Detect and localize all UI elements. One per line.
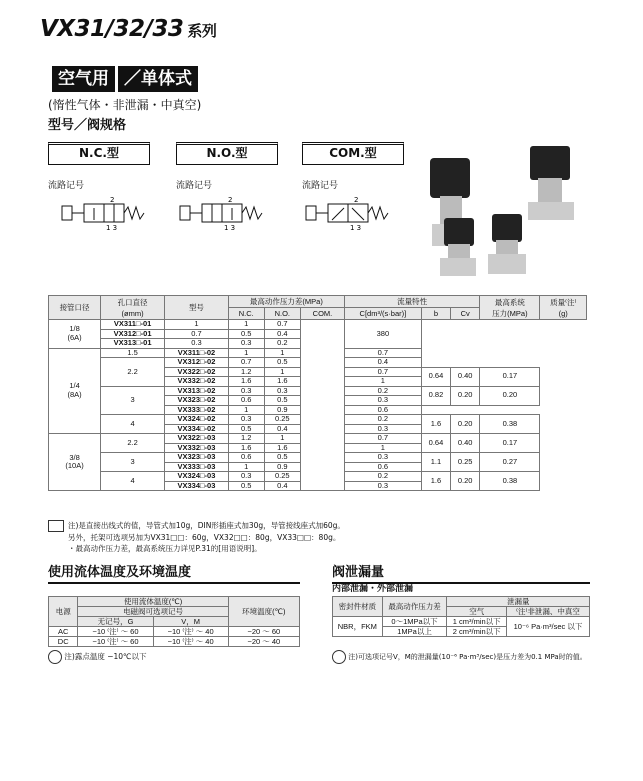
table-cell: 0.20 — [451, 386, 480, 405]
col-no: N.O. — [264, 308, 300, 320]
table-cell: 0.6 — [228, 396, 264, 406]
table-cell: 0.17 — [480, 434, 540, 453]
table-cell: 0.20 — [451, 415, 480, 434]
table-cell: 1.5 — [101, 348, 165, 358]
symbol-label: 流路记号 — [48, 181, 85, 191]
table-row: NBR，FKM 0～1MPa以下 1 cm³/min以下 10⁻⁶ Pa·m³/sec 以下 — [333, 617, 590, 627]
table-cell: VX334□-02 — [165, 424, 229, 434]
table-cell: 0.3 — [344, 424, 421, 434]
table-cell: VX323□-03 — [165, 453, 229, 463]
table-row: 1MPa以上 2 cm³/min以下 — [333, 627, 590, 637]
table-cell: 0.3 — [344, 453, 421, 463]
table-cell: 0.3 — [344, 481, 421, 491]
table-cell: 0.64 — [421, 367, 450, 386]
book-icon — [48, 520, 64, 532]
svg-text:2: 2 — [354, 196, 359, 204]
table-cell: 1.1 — [421, 453, 450, 472]
table-cell: 0.3 — [264, 386, 300, 396]
leak-title: 阀泄漏量 — [332, 561, 590, 584]
table-cell: 0.6 — [228, 453, 264, 463]
valve-symbol-com — [304, 196, 394, 232]
table-cell: 0.3 — [228, 415, 264, 425]
col-orifice: 孔口直径 (ømm) — [101, 296, 165, 320]
spec-notes: 注)是直接出线式的值，导管式加10g，DIN形插座式加30g，导管接线座式加60g。 另外，托架可选项另加为VX31□□：60g，VX32□□：80g，VX33□□：80g。 ・最高动作压力差，最高系统压力详见P.31的[用语说明]。 — [48, 520, 588, 554]
table-cell: 0.7 — [344, 434, 421, 444]
col-model: 型号 — [165, 296, 229, 320]
table-cell: 1 — [228, 320, 264, 330]
svg-text:2: 2 — [110, 196, 115, 204]
col-ambient: 环境温度(℃) — [228, 597, 299, 627]
magnifier-icon — [332, 650, 346, 664]
table-cell: VX332□-02 — [165, 377, 229, 387]
table-cell: 0.25 — [264, 415, 300, 425]
table-cell: 1/4 (8A) — [49, 348, 101, 434]
temp-title: 使用流体温度及环境温度 — [48, 561, 300, 584]
col-air: 空气 — [447, 607, 507, 617]
col-seal: 密封件材质 — [333, 597, 383, 617]
leak-note: 注)可选项记号V，M的泄漏量(10⁻⁶ Pa·m³/sec)是压力差为0.1 MPa时的值。 — [332, 650, 590, 664]
table-cell: 0.27 — [480, 453, 540, 472]
table-cell: 0.5 — [228, 481, 264, 491]
table-cell: 0.5 — [264, 358, 300, 368]
col-c: C[dm³/(s·bar)] — [344, 308, 421, 320]
series-title: VX31/32/33 系列 — [40, 16, 217, 42]
table-cell: VX322□-02 — [165, 367, 229, 377]
table-cell: 0.4 — [264, 481, 300, 491]
temp-table — [48, 596, 300, 647]
table-cell: 4 — [101, 415, 165, 434]
table-cell: 0.25 — [264, 472, 300, 482]
magnifier-icon — [48, 650, 62, 664]
table-cell: 1 — [344, 377, 421, 387]
col-maxp: 最高系统 压力(MPa) — [480, 296, 540, 320]
type-nc: N.C.型 — [48, 142, 150, 165]
table-cell: 1 — [264, 367, 300, 377]
table-cell: VX312□-02 — [165, 358, 229, 368]
table-cell: 1.2 — [228, 434, 264, 444]
table-cell: VX322□-03 — [165, 434, 229, 444]
table-cell: 0.3 — [228, 386, 264, 396]
col-fluid: 使用流体温度(℃) — [78, 597, 228, 607]
svg-text:1 3: 1 3 — [350, 224, 362, 232]
product-photo — [420, 138, 620, 288]
table-cell: VX334□-03 — [165, 481, 229, 491]
table-cell: 380 — [344, 320, 421, 349]
table-cell: 0.6 — [344, 462, 421, 472]
table-cell: VX324□-02 — [165, 415, 229, 425]
col-vm: V，M — [153, 617, 228, 627]
table-cell: 0.5 — [264, 453, 300, 463]
symbol-label: 流路记号 — [176, 181, 213, 191]
table-cell: 1 — [264, 348, 300, 358]
col-port: 接管口径 — [49, 296, 101, 320]
table-cell: 3 — [101, 386, 165, 415]
table-cell: VX313□-01 — [101, 339, 165, 349]
col-leak: 泄漏量 — [447, 597, 590, 607]
table-cell: 0.3 — [228, 472, 264, 482]
table-cell: 1 — [228, 462, 264, 472]
subtitle: (惰性气体・非泄漏・中真空) — [48, 98, 202, 112]
table-row: DC −10 ⁽注⁾ ～ 60 −10 ⁽注⁾ ～ 40 −20 ～ 40 — [49, 637, 300, 647]
table-cell: 0.7 — [344, 367, 421, 377]
table-cell: 1.6 — [228, 443, 264, 453]
col-com: COM. — [301, 308, 345, 320]
type-com: COM.型 — [302, 142, 404, 165]
valve-symbol-nc — [60, 196, 150, 232]
table-cell: 2.2 — [101, 358, 165, 387]
table-cell: 0.7 — [344, 348, 421, 358]
valve-symbol-no — [178, 196, 268, 232]
table-cell: 1 — [344, 443, 421, 453]
table-cell: 0.7 — [264, 320, 300, 330]
table-cell: 2.2 — [101, 434, 165, 453]
table-cell: 0.64 — [421, 434, 450, 453]
table-row: AC −10 ⁽注⁾ ～ 60 −10 ⁽注⁾ ～ 40 −20 ～ 60 — [49, 627, 300, 637]
col-maxp-leak: 最高动作压力差 — [382, 597, 447, 617]
table-cell: 0.2 — [344, 386, 421, 396]
table-cell: 0.20 — [480, 386, 540, 405]
type-no: N.O.型 — [176, 142, 278, 165]
table-cell: 1 — [228, 405, 264, 415]
leak-subtitle: 内部泄漏・外部泄漏 — [332, 584, 414, 594]
table-cell: 1 — [165, 320, 229, 330]
table-cell: 0.3 — [344, 396, 421, 406]
col-power: 电源 — [49, 597, 78, 627]
table-cell: 0.5 — [228, 329, 264, 339]
table-cell: 0.9 — [264, 462, 300, 472]
table-cell: 1/8 (6A) — [49, 320, 101, 349]
col-cv: Cv — [451, 308, 480, 320]
table-cell: 0.9 — [264, 405, 300, 415]
table-cell: 0.4 — [264, 424, 300, 434]
table-cell: 1 — [264, 434, 300, 444]
table-cell: 0.2 — [344, 472, 421, 482]
table-cell: 1.6 — [264, 377, 300, 387]
table-cell: 1.6 — [421, 415, 450, 434]
col-vac: ⁽注⁾非泄漏、中真空 — [506, 607, 589, 617]
col-flow: 流量特性 — [344, 296, 479, 308]
table-cell: 3/8 (10A) — [49, 434, 101, 491]
table-cell: VX311□-02 — [165, 348, 229, 358]
table-cell: 1.6 — [228, 377, 264, 387]
svg-text:1 3: 1 3 — [224, 224, 236, 232]
table-cell: 0.4 — [344, 358, 421, 368]
category-pill: 空气用 ／单体式 — [52, 66, 198, 92]
table-cell: VX332□-03 — [165, 443, 229, 453]
col-mass: 质量⁽注⁾ (g) — [540, 296, 587, 320]
table-cell: VX333□-02 — [165, 405, 229, 415]
svg-text:2: 2 — [228, 196, 233, 204]
table-cell: 1.2 — [228, 367, 264, 377]
symbol-label: 流路记号 — [302, 181, 339, 191]
table-cell: 0.40 — [451, 367, 480, 386]
col-none: 无记号，G — [78, 617, 153, 627]
table-cell: 0.3 — [228, 339, 264, 349]
table-cell: 4 — [101, 472, 165, 491]
table-cell: 0.7 — [228, 358, 264, 368]
col-pressure: 最高动作压力差(MPa) — [228, 296, 344, 308]
table-cell: VX311□-01 — [101, 320, 165, 330]
table-cell: 0.6 — [344, 405, 421, 415]
table-cell: 0.82 — [421, 386, 450, 405]
table-cell: 0.2 — [344, 415, 421, 425]
table-cell: 1.6 — [264, 443, 300, 453]
table-cell: 0.38 — [480, 472, 540, 491]
table-cell: VX333□-03 — [165, 462, 229, 472]
table-cell: 1.6 — [421, 472, 450, 491]
table-cell: 0.38 — [480, 415, 540, 434]
table-cell: 0.7 — [165, 329, 229, 339]
table-cell: 0.5 — [228, 424, 264, 434]
spec-table — [48, 295, 587, 491]
svg-text:1 3: 1 3 — [106, 224, 118, 232]
table-cell: 0.17 — [480, 367, 540, 386]
temp-note: 注)露点温度 −10℃以下 — [48, 650, 146, 664]
table-cell: 0.5 — [264, 396, 300, 406]
table-cell — [301, 320, 345, 491]
table-cell: 0.20 — [451, 472, 480, 491]
table-cell: VX323□-02 — [165, 396, 229, 406]
col-b: b — [421, 308, 450, 320]
table-cell: VX312□-01 — [101, 329, 165, 339]
col-elec: 电磁阀可选项记号 — [78, 607, 228, 617]
table-row — [49, 320, 587, 330]
table-cell: 3 — [101, 453, 165, 472]
table-cell: 0.2 — [264, 339, 300, 349]
table-cell: 1 — [228, 348, 264, 358]
table-cell: VX324□-03 — [165, 472, 229, 482]
table-cell: 0.4 — [264, 329, 300, 339]
table-cell: 0.25 — [451, 453, 480, 472]
section-title: 型号／阀规格 — [48, 118, 127, 133]
table-cell: VX313□-02 — [165, 386, 229, 396]
table-cell: 0.3 — [165, 339, 229, 349]
table-cell: 0.40 — [451, 434, 480, 453]
col-nc: N.C. — [228, 308, 264, 320]
leak-table — [332, 596, 590, 637]
